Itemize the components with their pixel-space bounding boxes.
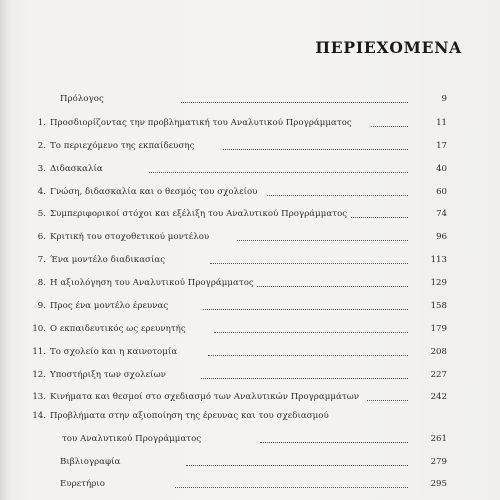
toc-entry (0, 409, 500, 423)
toc-page-number: 295 (430, 479, 447, 489)
toc-dot-leader (201, 378, 408, 379)
toc-entry-title: Διδασκαλία (50, 164, 103, 174)
toc-dot-leader (186, 465, 408, 466)
toc-page-number: 11 (436, 118, 447, 128)
toc-dot-leader (367, 400, 408, 401)
toc-entry-title: Ο εκπαιδευτικός ως ερευνητής (50, 324, 186, 334)
toc-entry (0, 253, 500, 267)
toc-entry (0, 477, 500, 491)
toc-entry (0, 390, 500, 404)
toc-entry (0, 230, 500, 244)
toc-dot-leader (267, 195, 408, 196)
toc-entry-title: Προς ένα μοντέλο έρευνας (50, 301, 169, 311)
toc-dot-leader (237, 240, 408, 241)
toc-dot-leader (223, 149, 408, 150)
toc-page-number: 227 (430, 370, 447, 380)
toc-entry (0, 139, 500, 153)
toc-entry-title: του Αναλυτικού Προγράμματος (62, 434, 202, 444)
toc-dot-leader (214, 332, 408, 333)
toc-entry-title: Υποστήριξη των σχολείων (50, 370, 166, 380)
toc-entry-number: 12. (32, 370, 46, 380)
toc-entry-title: Το περιεχόμενο της εκπαίδευσης (50, 141, 195, 151)
toc-page-number: 158 (430, 301, 447, 311)
toc-entry-title: Η αξιολόγηση του Αναλυτικού Προγράμματος (50, 278, 254, 288)
toc-dot-leader (371, 126, 408, 127)
toc-entry-number: 7. (37, 255, 46, 265)
toc-page-number: 261 (430, 434, 447, 444)
toc-page-number: 113 (430, 255, 447, 265)
toc-entry-number: 5. (37, 209, 46, 219)
toc-entry-title: Το σχολείο και η καινοτομία (50, 347, 178, 357)
toc-entry-number: 3. (37, 164, 46, 174)
toc-entry (0, 322, 500, 336)
toc-page-number: 17 (436, 141, 447, 151)
toc-entry (0, 455, 500, 469)
toc-entry-number: 8. (37, 278, 46, 288)
toc-entry-number: 10. (32, 324, 46, 334)
toc-page-number: 179 (430, 324, 447, 334)
toc-page-number: 74 (436, 209, 447, 219)
toc-entry-title: Προβλήματα στην αξιοποίηση της έρευνας και του σχεδιασμού (50, 411, 329, 421)
toc-entry-title: Κριτική του στοχοθετικού μοντέλου (50, 232, 210, 242)
toc-dot-leader (175, 487, 408, 488)
toc-entry-title: Κινήματα και θεσμοί στο σχεδιασμό των Αναλυτικών Προγραμμάτων (50, 392, 360, 402)
toc-entry-number: 6. (37, 232, 46, 242)
toc-entry (0, 185, 500, 199)
toc-page-number: 242 (430, 392, 447, 402)
toc-entry-number: 4. (37, 187, 46, 197)
toc-entry-title: Πρόλογος (60, 94, 104, 104)
toc-entry-number: 9. (37, 301, 46, 311)
toc-page-number: 96 (436, 232, 447, 242)
toc-dot-leader (203, 309, 408, 310)
toc-entry-number: 1. (37, 118, 46, 128)
toc-dot-leader (210, 263, 408, 264)
toc-page-number: 40 (436, 164, 447, 174)
toc-dot-leader (149, 172, 408, 173)
toc-page-number: 60 (436, 187, 447, 197)
toc-entry (0, 162, 500, 176)
page-heading: ΠΕΡΙΕΧΟΜΕΝΑ (315, 38, 462, 57)
toc-page-number: 9 (441, 94, 447, 104)
toc-dot-leader (181, 102, 408, 103)
toc-entry-number: 14. (32, 411, 46, 421)
toc-entry-title: Γνώση, διδασκαλία και ο θεσμός του σχολείου (50, 187, 258, 197)
toc-entry (0, 92, 500, 106)
toc-entry-number: 13. (32, 392, 46, 402)
toc-entry (0, 207, 500, 221)
toc-entry-title: Προσδιορίζοντας την προβληματική του Αναλυτικού Προγράμματος (50, 118, 352, 128)
toc-entry (0, 116, 500, 130)
toc-dot-leader (351, 217, 408, 218)
toc-entry-title: Ευρετήριο (60, 479, 105, 489)
toc-dot-leader (257, 286, 408, 287)
toc-page-number: 279 (430, 457, 447, 467)
toc-entry (0, 368, 500, 382)
toc-dot-leader (208, 355, 408, 356)
toc-page-number: 129 (430, 278, 447, 288)
toc-entry (0, 432, 500, 446)
toc-entry (0, 299, 500, 313)
toc-entry-number: 11. (32, 347, 46, 357)
toc-entry-title: Βιβλιογραφία (60, 457, 121, 467)
toc-entry-title: Ένα μοντέλο διαδικασίας (50, 255, 166, 265)
toc-dot-leader (260, 442, 408, 443)
toc-entry-title: Συμπεριφορικοί στόχοι και εξέλιξη του Αναλυτικού Προγράμματος (50, 209, 348, 219)
toc-page-number: 208 (430, 347, 447, 357)
toc-entry (0, 345, 500, 359)
toc-entry-number: 2. (37, 141, 46, 151)
toc-entry (0, 276, 500, 290)
